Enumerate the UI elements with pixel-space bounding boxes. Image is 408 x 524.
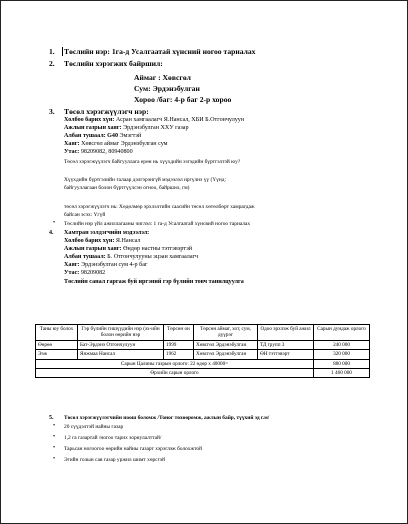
contact-person-line <box>64 117 244 124</box>
table-cell: Янжмаа Нансал <box>78 350 164 359</box>
location-province: Аймаг : Хөвсгөл <box>134 73 191 82</box>
salary-income-value: 880 000 <box>314 359 370 368</box>
table-sum-row <box>36 359 370 368</box>
list-item: Тарьсан ногоогоо өөрийн найны газарт хэрэглэж болохжтой <box>64 446 203 452</box>
table-cell: ӨН тэтгэвэрт <box>258 350 314 359</box>
table-cell: ТД групп 3 <box>258 340 314 349</box>
partner-contact-line <box>64 238 140 245</box>
table-row <box>36 350 370 359</box>
field-value: Б. Отгончулууны эцэан хамгаалагч <box>105 254 199 260</box>
family-summary-heading: Төслийн санал гаргаж буй иргэний гэр бүлийн товч танилцуулга <box>64 279 244 285</box>
field-label: Ажлын газрын хаяг: <box>64 125 122 131</box>
partner-workplace-line <box>64 246 192 253</box>
item-number: 2. <box>49 59 55 68</box>
workplace-line <box>64 125 189 132</box>
list-item: Эгийн голын сав газар уржил шимт хөрсгэй <box>64 457 166 463</box>
field-label: Холбоо барих хүн: <box>64 117 115 123</box>
capability-heading: Төсөл хэрэгжүүлэгчийн ноош боломж /Тоног төхөөрөмж, ажлын байр, түүхий эд г.м/ <box>64 415 270 421</box>
column-header: Төрсөн аймаг, хот, сум, дүүрэг <box>194 325 258 341</box>
field-value: Эрдэнэбулган ХХУ газар <box>121 125 189 131</box>
bullet-icon: • <box>53 456 56 462</box>
partner-phone-line <box>64 270 105 277</box>
field-label: Утас: <box>64 270 80 276</box>
list-item: 20 сүүдэлтэй найны газар <box>64 424 124 430</box>
table-cell: 320 000 <box>314 350 370 359</box>
project-name: Төслийн нэр: 1га-д Усалгаатай хүнсний ногоо тариалах <box>64 47 256 56</box>
paragraph-details: Хүүхдийн бүртгэлийн талаар дэлгэрэнгүй мэдээлэл иргүлнэ үү (Үүнд: <box>64 177 226 183</box>
salary-income-label: Сарын Цалины газрын орлого: 22 өдөр х 40000= <box>36 359 314 368</box>
field-value: 98209082, 80940800 <box>79 149 133 155</box>
household-income-value: 1 460 000 <box>314 369 370 378</box>
field-label: Ажлын газрын хаяг: <box>64 246 122 252</box>
table-cell: Ээж <box>36 350 78 359</box>
field-value: Өндөр настны тэтгэвэртэй <box>121 246 193 252</box>
paragraph-registration: Төсөл хэрэгжүүлэгч байгууллага ерөн нь хүүхдийн эзгэдийн бүртгэлтэй юу? <box>64 159 241 165</box>
field-value: Я.Нансал <box>114 238 141 244</box>
field-value: Хөвсгөл аймаг Эрдэнэбулган сум <box>79 141 168 147</box>
table-cell: Хөвсгөл Эрдэнэбулган <box>194 340 258 349</box>
table-cell: 240 000 <box>314 340 370 349</box>
table-cell: Бат-Эрдэнэ Отгончулуун <box>78 340 164 349</box>
paragraph-details: байгууллагаан болон бүртгүүлсэн огноо, байршил, гм) <box>64 185 190 191</box>
bullet-icon: • <box>53 445 56 451</box>
item-number: 5. <box>49 415 54 421</box>
bullet-icon: • <box>53 220 56 226</box>
paragraph-employment: төсөл хэрэгжүүлэгч нь: Хөдөлмөр эрхлэлтийн саасийн төсөл хөтөлбөрт хамрагдаж <box>64 204 255 210</box>
activity-direction: Төслийн нэр үйл ажиллагааны чиглэл: 1 га-д Усалгаатай хүнсвий ногоо тариалах <box>64 221 251 227</box>
field-label: Хаяг: <box>64 141 80 147</box>
column-header: Сарын дундаж орлого <box>314 325 370 341</box>
location-district: Хороо /баг: 4-р баг 2-р хороо <box>134 95 232 104</box>
item-number: 4. <box>49 230 54 236</box>
household-income-label: Өрхийн сарын орлого <box>36 369 314 378</box>
field-value: Эмэгтэй <box>118 133 142 139</box>
position-line <box>64 133 141 140</box>
table-row <box>36 340 370 349</box>
list-item: 1,2 га газартай /ногоо тарих зориулалттай/ <box>64 435 162 441</box>
address-line <box>64 141 168 148</box>
phone-line <box>64 149 133 156</box>
item-number: 1. <box>49 47 55 56</box>
implementer-heading: Төсөл хэрэгжүүлэгч нэр: <box>64 107 149 116</box>
column-header: Төрсөн он <box>164 325 194 341</box>
field-value: 98209082 <box>79 270 106 276</box>
field-value: Эрдэнэбулган сум 4-р баг <box>79 262 148 268</box>
table-sum-row <box>36 369 370 378</box>
item-number: 3. <box>49 107 55 116</box>
partner-position-line <box>64 254 198 261</box>
column-header: Гэр бүлийн гишүүдийн нэр (эх-ийн болон өөрийн нэр <box>78 325 164 341</box>
table-cell: 1962 <box>164 350 194 359</box>
family-table <box>35 324 370 378</box>
field-label: Холбоо барих хүн: <box>64 238 115 244</box>
field-label: Хаяг: <box>64 262 80 268</box>
field-label: Албан тушаал: G40 <box>64 133 119 139</box>
field-label: Утас: <box>64 149 80 155</box>
field-label: Албан тушаал: <box>64 254 106 260</box>
location-soum: Сум: Эрдэнэбулган <box>134 84 200 93</box>
field-value: Асран хамгаалагч Я.Нансал, ХБИ Б.Отгончулуун <box>114 117 245 123</box>
partner-address-line <box>64 262 147 269</box>
bullet-icon: • <box>53 423 56 429</box>
bullet-icon: • <box>53 434 56 440</box>
column-header: Одоо эрхлэж буй ажил <box>258 325 314 341</box>
location-heading: Төслийн хэрэгжих байршил: <box>64 59 163 68</box>
table-cell: Өөрөө <box>36 340 78 349</box>
partner-heading: Хамтран ээлдэгчийн мэдээлэл: <box>64 230 150 236</box>
table-cell: Хөвсгөл Эрдэнэбулган <box>194 350 258 359</box>
text-cursor <box>62 47 63 56</box>
paragraph-employment: байсан эсэх: Үгүй <box>64 212 106 218</box>
table-header-row <box>36 325 370 341</box>
column-header: Таны юу болох <box>36 325 78 341</box>
table-cell: 1999 <box>164 340 194 349</box>
